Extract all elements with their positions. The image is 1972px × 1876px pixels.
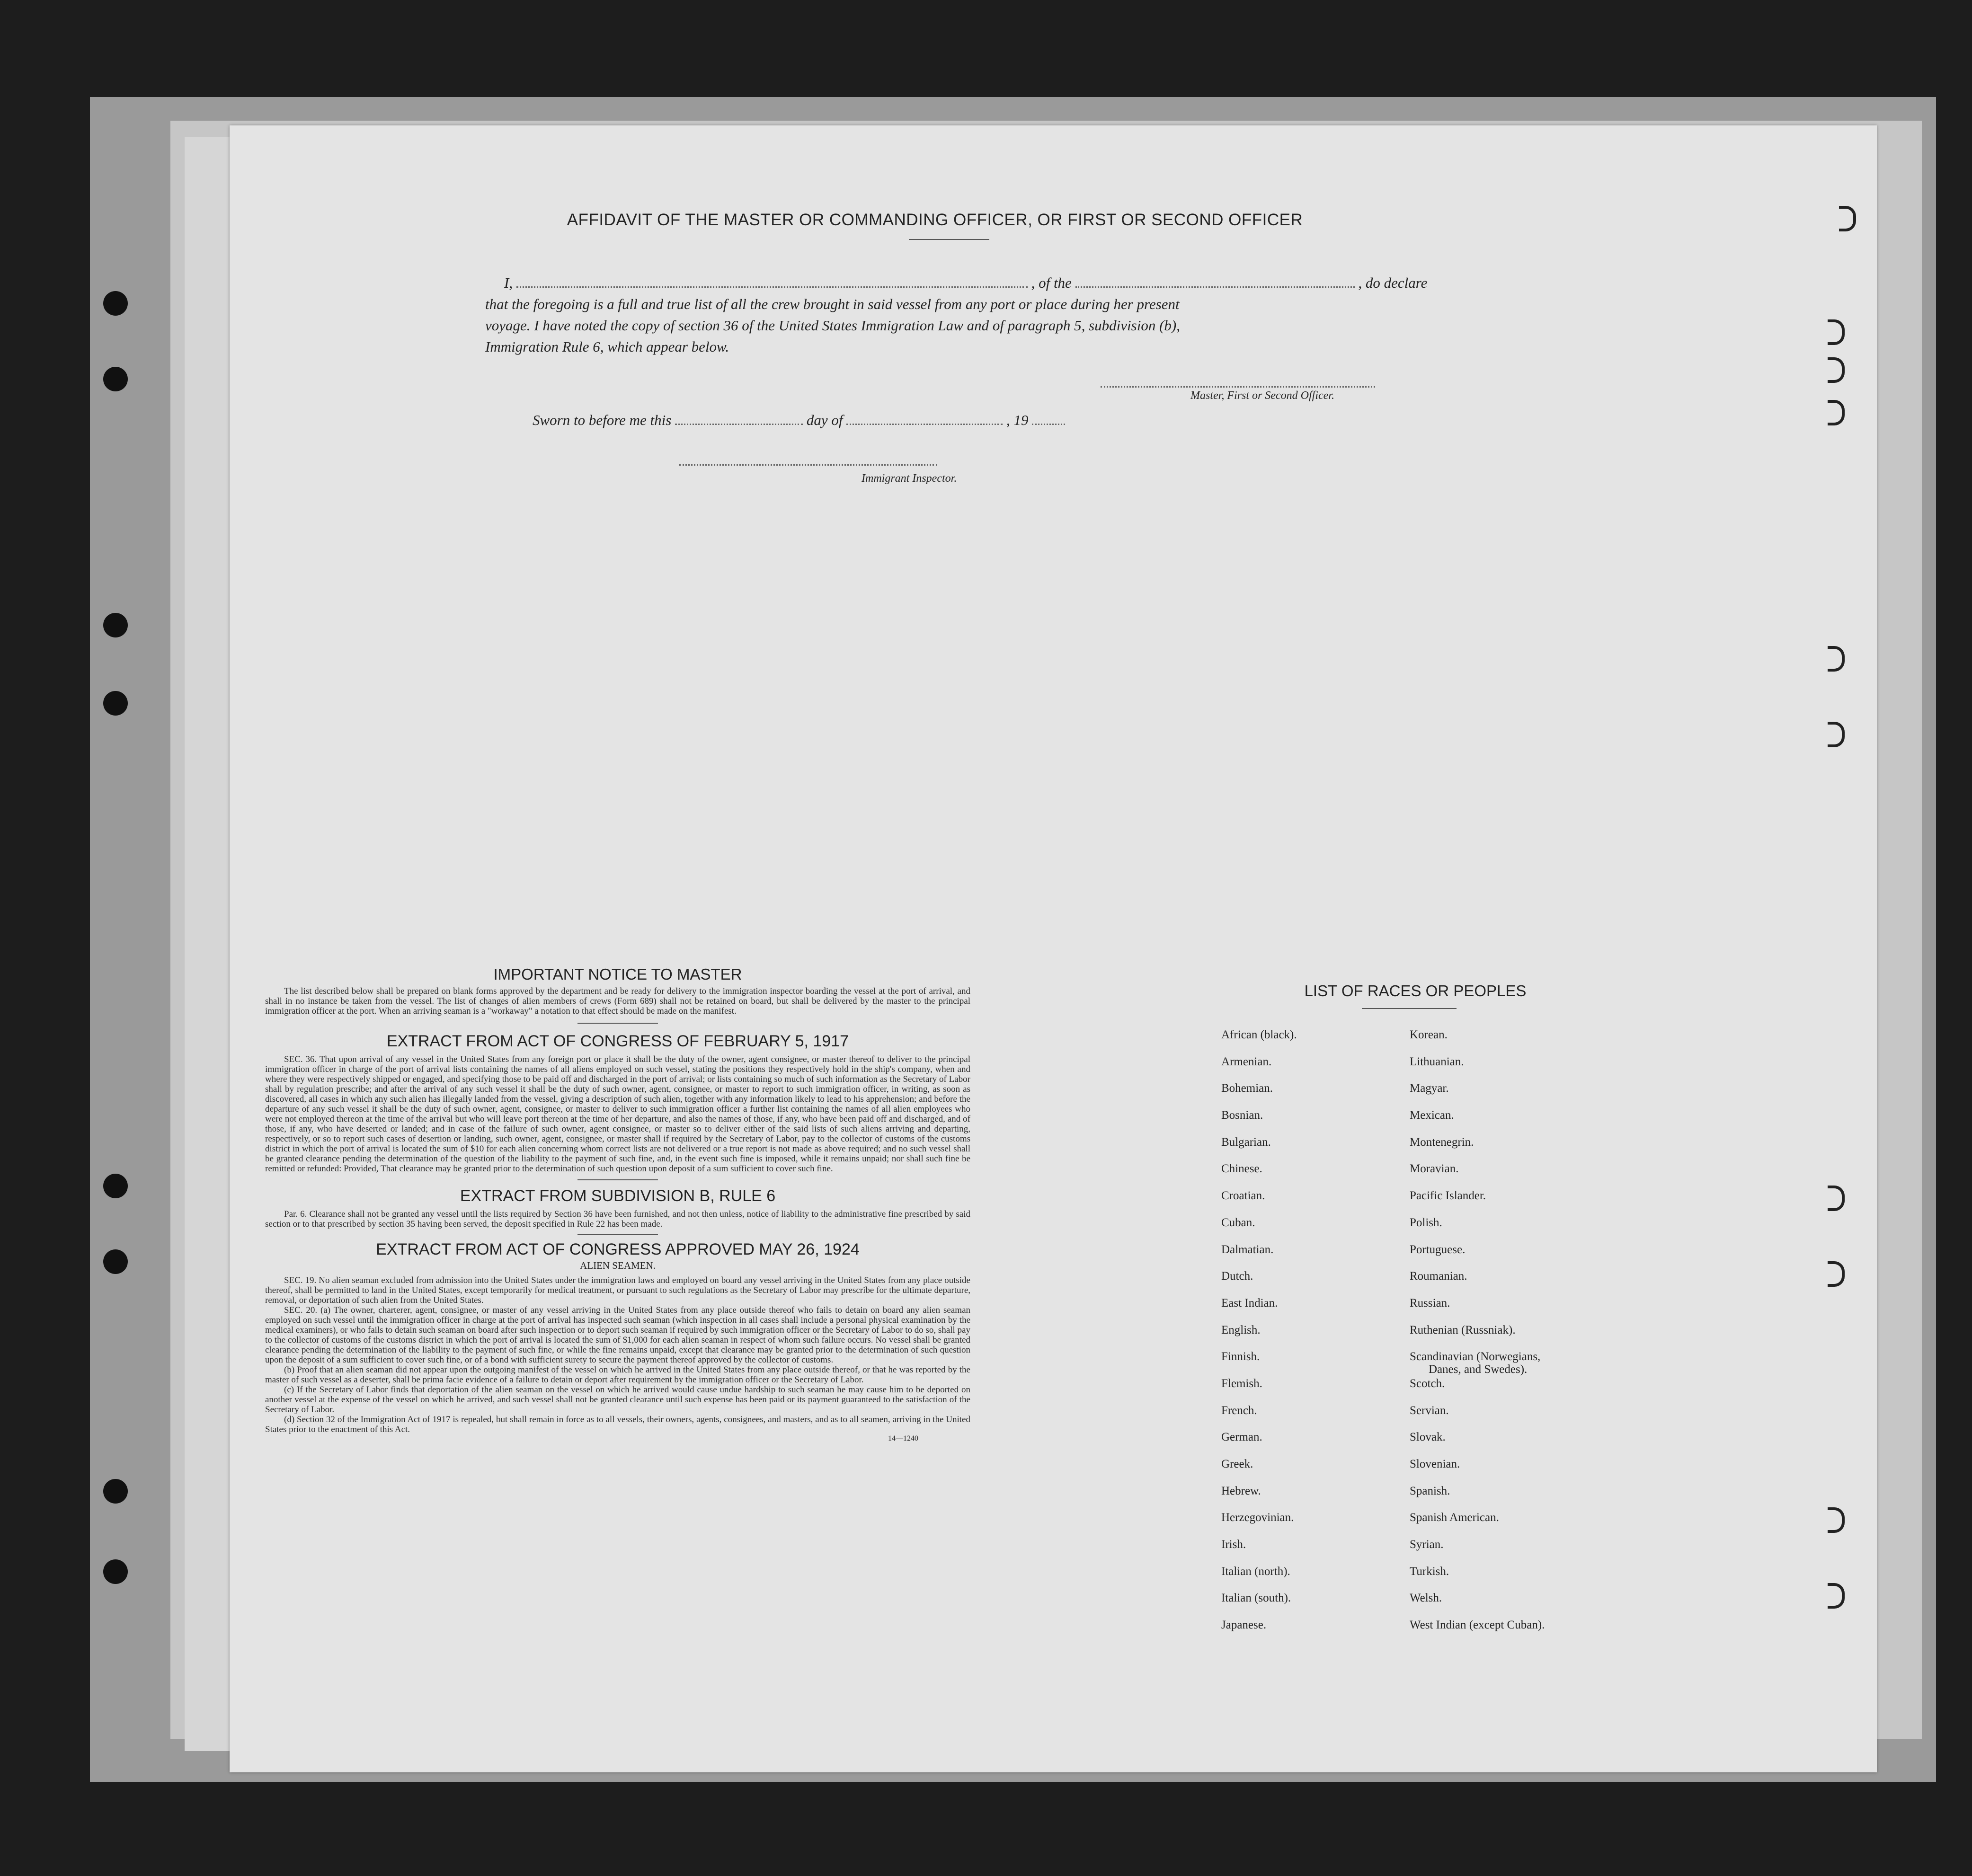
race-item: Bohemian. <box>1221 1082 1273 1095</box>
race-item: Armenian. <box>1221 1055 1272 1068</box>
race-item: Mexican. <box>1410 1109 1454 1122</box>
notices-column <box>265 965 970 1443</box>
punch-hole <box>103 291 128 316</box>
race-item: Polish. <box>1410 1216 1442 1229</box>
race-item: English. <box>1221 1323 1261 1336</box>
section-rule <box>577 1179 658 1180</box>
affidavit-declaration <box>485 272 1631 357</box>
race-item: Spanish American. <box>1410 1511 1499 1524</box>
race-item: Servian. <box>1410 1404 1449 1417</box>
race-item: Greek. <box>1221 1458 1253 1470</box>
sworn-line <box>533 412 1065 429</box>
master-name-field[interactable] <box>516 286 1028 288</box>
punch-hole <box>103 1249 128 1274</box>
race-item: Dutch. <box>1221 1270 1253 1283</box>
form-number: 14—1240 <box>888 1434 918 1442</box>
extract3-sec19: SEC. 19. No alien seaman excluded from admission into the United States under the immigration laws and employed on board any vessel arriving in the United States from any place outside thereof, shall be permitted to land in the United States, except temporarily for medical treatment, or pursuant to such regulations as the Secretary of Labor may prescribe for the ultimate departure, removal, or deportation of such alien from the United States. <box>265 1275 970 1305</box>
inspector-caption: Immigrant Inspector. <box>862 472 957 485</box>
race-item: Flemish. <box>1221 1377 1262 1390</box>
punch-notch <box>1828 1583 1845 1609</box>
punch-notch <box>1828 1186 1845 1211</box>
race-item: Hebrew. <box>1221 1484 1261 1497</box>
race-item: Syrian. <box>1410 1538 1444 1551</box>
extract3-sec20a: SEC. 20. (a) The owner, charterer, agent, consignee, or master of any vessel arriving in the United States from any place outside thereof who fails to detain on board any alien seaman employed on such vessel until the immigration officer in charge at the port of arrival has inspected such seaman (which inspection in all cases shall include a personal physical examination by the medical examiners), or who fails to detain such seaman on board after such inspection or to deport such seaman if required by such immigration officer or the Secretary of Labor to do so, shall pay to the collector of customs of the customs district in which the port of arrival is located the sum of $1,000 for each alien seaman in respect of whom such failure occurs. No vessel shall be granted clearance pending the determination of the liability to the payment of such fine, or while the fine remains unpaid, except that clearance may be granted prior to the determination of such question upon the deposit of a sum sufficient to cover such fine, or of a bond with sufficient surety to secure the payment thereof approved by the collector of customs. <box>265 1305 970 1365</box>
punch-hole <box>103 367 128 391</box>
affidavit-title: AFFIDAVIT OF THE MASTER OR COMMANDING OFFICER, OR FIRST OR SECOND OFFICER <box>567 211 1303 229</box>
races-title: LIST OF RACES OR PEOPLES <box>1304 982 1527 1000</box>
race-item: Croatian. <box>1221 1189 1265 1203</box>
race-item: Korean. <box>1410 1028 1448 1041</box>
race-item: French. <box>1221 1404 1257 1417</box>
punch-hole <box>103 1174 128 1198</box>
punch-notch <box>1828 1507 1845 1533</box>
race-item: Montenegrin. <box>1410 1135 1474 1149</box>
punch-notch <box>1828 357 1845 383</box>
race-item: Irish. <box>1221 1538 1246 1551</box>
section-rule <box>577 1234 658 1235</box>
punch-notch <box>1828 646 1845 672</box>
sworn-month-field[interactable] <box>846 423 1003 425</box>
race-item: Roumanian. <box>1410 1270 1467 1283</box>
punch-hole <box>103 1559 128 1584</box>
vessel-name-field[interactable] <box>1075 286 1355 288</box>
declaration-line-2: that the foregoing is a full and true list of all the crew brought in said vessel from any port or place during her present <box>485 296 1180 312</box>
title-rule <box>909 239 989 240</box>
race-item: Ruthenian (Russniak). <box>1410 1323 1516 1336</box>
race-item: Italian (south). <box>1221 1592 1291 1605</box>
extract3-subtitle: ALIEN SEAMEN. <box>580 1260 656 1271</box>
declaration-i: I, <box>504 274 513 291</box>
race-item: African (black). <box>1221 1028 1297 1041</box>
race-item: Russian. <box>1410 1296 1450 1310</box>
race-item: Cuban. <box>1221 1216 1255 1229</box>
punch-notch <box>1828 722 1845 747</box>
races-column-1 <box>1221 1028 1297 1646</box>
affidavit-page <box>230 125 1877 1772</box>
race-item: Welsh. <box>1410 1592 1442 1605</box>
race-item-continuation: Danes, and Swedes). <box>1429 1363 1528 1376</box>
punch-notch <box>1828 1261 1845 1287</box>
race-item: Magyar. <box>1410 1082 1449 1095</box>
day-of-label: day of <box>806 412 843 428</box>
race-item: Finnish. <box>1221 1350 1260 1363</box>
race-item: German. <box>1221 1431 1262 1444</box>
extract1-body: SEC. 36. That upon arrival of any vessel in the United States from any foreign port or place it shall be the duty of the owner, agent consignee, or master thereof to deliver to the principal immigration officer in charge of the port of arrival lists containing the names of all aliens employed on such vessel, stating the positions they respectively hold in the ship's company, when and where they were respectively shipped or engaged, and specifying those to be paid off and discharged in the port of arrival; or lists containing so much of such information as the Secretary of Labor shall by regulation prescribe; and after the arrival of any such vessel it shall be the duty of such owner, agent, consignee, or master to report to such immigration officer, in writing, as soon as discovered, all cases in which any such alien has illegally landed from the vessel, giving a description of such alien, together with any information likely to lead to his apprehension; and before the departure of any such vessel it shall be the duty of such owner, agent, consignee, or master to deliver to such immigration officer a further list containing the names of all alien employees who were not employed thereon at the time of the arrival but who will leave port thereon at the time of her departure, and also the names of those, if any, who have been paid off and discharged, and of those, if any, who have deserted or landed; and in case of the failure of such owner, agent consignee, or master so to deliver either of the said lists of such aliens arriving and departing, respectively, or so to report such cases of desertion or landing, such owner, agent, consignee, or master shall if required by the Secretary of Labor, pay to the collector of customs of the customs district in which the port of arrival is located the sum of $10 for each alien concerning whom correct lists are not delivered or a true report is not made as above required; and no such vessel shall be granted clearance pending the determination of the question of the liability to the payment of such fine, and, in the event such fine is imposed, while it remains unpaid; nor shall such fine be remitted or refunded: Provided, That clearance may be granted prior to the determination of such question upon deposit of a sum sufficient to cover such fine. <box>265 1054 970 1174</box>
section-rule <box>577 1023 658 1024</box>
race-item: Italian (north). <box>1221 1565 1290 1578</box>
races-title-rule <box>1362 1008 1457 1009</box>
sworn-day-field[interactable] <box>675 423 803 425</box>
race-item: Herzegovinian. <box>1221 1511 1294 1524</box>
declaration-do-declare: , do declare <box>1358 274 1428 291</box>
punch-hole <box>103 691 128 716</box>
races-column-2 <box>1410 1028 1545 1646</box>
race-item: Slovenian. <box>1410 1458 1460 1470</box>
extract1-title: EXTRACT FROM ACT OF CONGRESS OF FEBRUARY 5, 1917 <box>386 1032 849 1050</box>
race-item: Scotch. <box>1410 1377 1445 1390</box>
race-item: Portuguese. <box>1410 1243 1466 1256</box>
punch-notch <box>1839 206 1856 231</box>
notice-title: IMPORTANT NOTICE TO MASTER <box>493 965 742 983</box>
race-item: Dalmatian. <box>1221 1243 1274 1256</box>
race-item: Moravian. <box>1410 1162 1459 1176</box>
punch-notch <box>1828 400 1845 425</box>
race-item: Turkish. <box>1410 1565 1449 1578</box>
extract2-body: Par. 6. Clearance shall not be granted any vessel until the lists required by Section 36 have been furnished, and not then unless, notice of liability to the administrative fine prescribed by said section or to that prescribed by section 35 having been served, the deposit specified in Rule 22 has been made. <box>265 1209 970 1229</box>
sworn-label: Sworn to before me this <box>533 412 672 428</box>
race-item: Bulgarian. <box>1221 1135 1271 1149</box>
extract2-title: EXTRACT FROM SUBDIVISION B, RULE 6 <box>460 1187 776 1205</box>
inspector-signature-field[interactable] <box>679 464 937 466</box>
year-label: , 19 <box>1006 412 1029 428</box>
extract3-sec20c: (c) If the Secretary of Labor finds that deportation of the alien seaman on the vessel on which he arrived would cause undue hardship to such seaman he may cause him to be deported on another vessel at the expense of the vessel on which he arrived, and such vessel shall not be granted clearance until such expense has been paid or its payment guaranteed to the satisfaction of the Secretary of Labor. <box>265 1385 970 1415</box>
race-item: Lithuanian. <box>1410 1055 1464 1068</box>
race-item: Slovak. <box>1410 1431 1446 1444</box>
sworn-year-field[interactable] <box>1032 423 1065 425</box>
declaration-of-the: , of the <box>1031 274 1072 291</box>
race-item: Pacific Islander. <box>1410 1189 1486 1203</box>
race-item: Japanese. <box>1221 1619 1267 1632</box>
extract3-sec20d: (d) Section 32 of the Immigration Act of 1917 is repealed, but shall remain in force as to all vessels, their owners, agents, consignees, and masters, and as to all seamen, arriving in the United States prior to the enactment of this Act. <box>265 1415 970 1434</box>
race-item: East Indian. <box>1221 1296 1278 1310</box>
punch-hole <box>103 613 128 637</box>
race-item: Scandinavian (Norwegians, <box>1410 1350 1541 1363</box>
race-item: Bosnian. <box>1221 1109 1263 1122</box>
notice-body: The list described below shall be prepared on blank forms approved by the department and be ready for delivery to the immigration inspector boarding the vessel at the port of arrival, and shall in no instance be taken from the vessel. The list of changes of alien members of crews (Form 689) shall not be retained on board, but shall be delivered by the master to the principal immigration officer at the port. When an arriving seaman is a "workaway" a notation to that effect should be made on the manifest. <box>265 986 970 1016</box>
punch-hole <box>103 1479 128 1504</box>
master-signature-field[interactable] <box>1101 386 1375 388</box>
extract3-title: EXTRACT FROM ACT OF CONGRESS APPROVED MAY 26, 1924 <box>376 1240 860 1258</box>
race-item: West Indian (except Cuban). <box>1410 1619 1545 1632</box>
race-item: Spanish. <box>1410 1484 1450 1497</box>
declaration-line-3: voyage. I have noted the copy of section 36 of the United States Immigration Law and of paragraph 5, subdivision (b), <box>485 317 1180 334</box>
punch-notch <box>1828 319 1845 345</box>
declaration-line-4: Immigration Rule 6, which appear below. <box>485 338 729 355</box>
signature-caption: Master, First or Second Officer. <box>1190 389 1334 402</box>
race-item: Chinese. <box>1221 1162 1262 1176</box>
extract3-sec20b: (b) Proof that an alien seaman did not appear upon the outgoing manifest of the vessel on which he arrived in the United States from any place outside thereof, or that he was reported by the master of such vessel as a deserter, shall be prima facie evidence of a failure to detain or deport after requirement by the immigration officer or the Secretary of Labor. <box>265 1365 970 1385</box>
